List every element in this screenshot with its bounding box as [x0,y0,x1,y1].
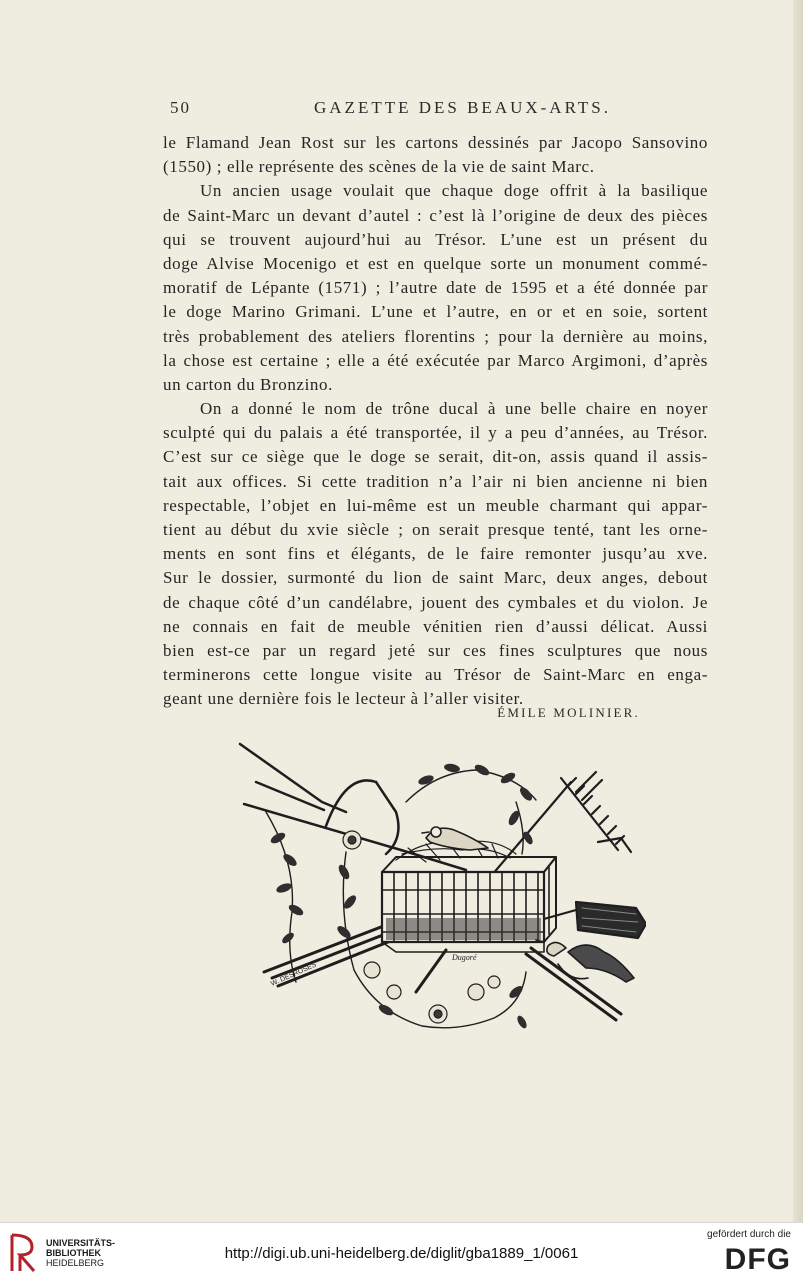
text-line: terminerons cette longue visite au Trésor de Saint-Marc en enga- [163,665,708,685]
text-line: Un ancien usage voulait que chaque doge offrit à la basilique [200,181,708,201]
text-line: un carton du Bronzino. [163,374,333,394]
text-line: C’est sur ce siège que le doge se serait, dit-on, assis quand il assis- [163,447,708,467]
running-head [170,98,715,120]
text-line: (1550) ; elle représente des scènes de la vie de saint Marc. [163,157,595,177]
library-line-3: HEIDELBERG [46,1258,105,1268]
text-line: moratif de Lépante (1571) ; l’autre date de 1595 et a été donnée par [163,278,708,298]
journal-title: GAZETTE DES BEAUX-ARTS. [314,98,611,117]
article-body [163,131,708,712]
dfg-logo: DFG [724,1243,791,1276]
birdcage-drawing [382,857,556,952]
text-line: bien est-ce par un regard jeté sur ces fines sculptures que nous [163,640,708,660]
text-line: tient au début du xvie siècle ; on serait presque tenté, tant les orne- [163,520,708,539]
text-line: respectable, l’objet en lui-même est un meuble charmant qui appar- [163,495,708,515]
text-line: doge Alvise Mocenigo et est en quelque sorte un monument commé- [163,253,708,273]
text-line: On a donné le nom de trône ducal à une belle chaire en noyer [200,399,708,419]
text-line: sculpté qui du palais a été transportée, il y a peu d’années, au Trésor. [163,423,708,443]
vignette-illustration [226,742,646,1057]
text-line: le doge Marino Grimani. L’une et l’autre, en or et en soie, sortent [163,302,708,322]
text-line: qui se trouvent aujourd’hui au Trésor. L’une est un présent du [163,229,708,249]
rake-drawing [486,772,631,882]
library-line-1: UNIVERSITÄTS- [46,1238,116,1248]
author-signature: ÉMILE MOLINIER. [497,705,640,720]
text-line: Sur le dossier, surmonté du lion de saint Marc, deux anges, debout [163,568,708,588]
page-number: 50 [170,98,191,117]
footer-bar [0,1222,803,1282]
text-line: de chaque côté d’un candélabre, jouent des cymbales et du violon. Je [163,592,708,612]
engraver-signature: Dugoré [452,953,477,962]
text-line: le Flamand Jean Rost sur les cartons dessinés par Jacopo Sansovino [163,133,708,152]
text-line: très probablement des ateliers florentins ; pour la dernière au moins, [163,326,708,346]
bird-on-nest-drawing [422,827,488,850]
funded-by-label: gefördert durch die [707,1229,791,1240]
library-line-2: BIBLIOTHEK [46,1248,101,1258]
text-line: tait aux offices. Si cette tradition n’a l’air ni bien ancienne ni bien [163,471,708,491]
text-line: la chose est certaine ; elle a été exécutée par Marco Argimoni, d’après [163,350,708,370]
text-line: ne connais en fait de meuble vénitien rien d’aussi délicat. Aussi [163,616,708,636]
page-edge [793,0,803,1222]
text-line: de Saint-Marc un devant d’autel : c’est là l’origine de deux des pièces [163,205,708,225]
permalink-url[interactable]: http://digi.ub.uni-heidelberg.de/diglit/gba1889_1/0061 [224,1245,579,1262]
text-line: geant une dernière fois le lecteur à l’aller visiter. [163,689,524,709]
artist-signature: W. DESROSES [269,961,318,988]
text-line: ments en sont fins et élégants, de le faire remonter jusqu’au xve. [163,544,708,564]
